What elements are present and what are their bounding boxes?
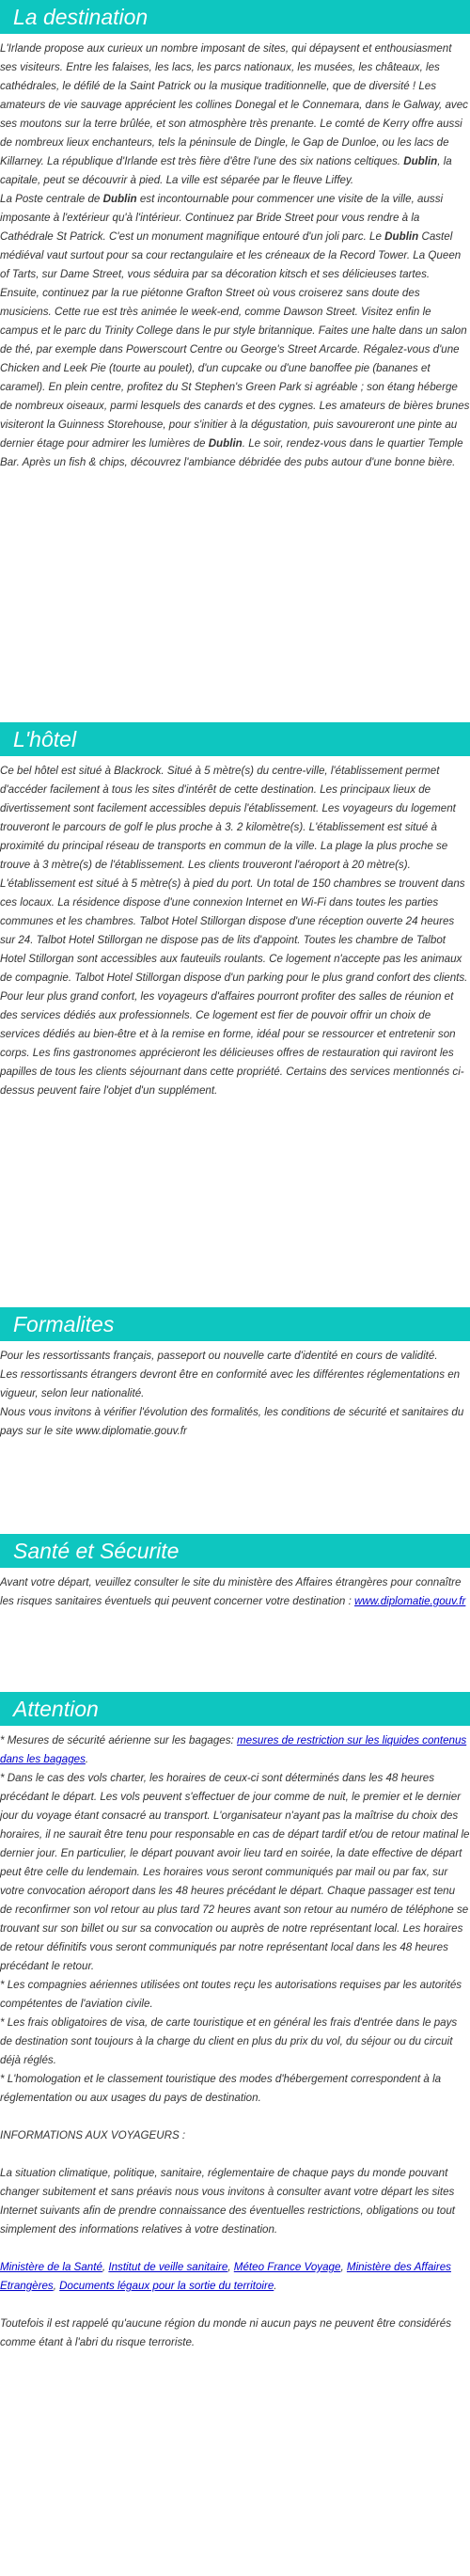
spacer: [0, 2296, 470, 2315]
destination-paragraph-1: L'Irlande propose aux curieux un nombre imposant de sites, qui dépaysent et enthousiasment ses visiteurs. Entre les falaises, les lacs, les parcs nationaux, les musées, les châteaux, les cathédrales, le défilé de la Saint Patrick ou la musique traditionnelle, que de diversité ! Les amateurs de vie sauvage apprécient les collines Donegal et le Connemara, dans le Galway, avec ses moutons sur la terre brûlée, et son atmosphère très prenante. Le comté de Kerry offre aussi de nombreux lieux enchanteurs, tels la péninsule de Dingle, le Gap de Dunloe, ou les lacs de Killarney. La république d'Irlande est très fière d'être l'une des six nations celtiques. Dublin, la capitale, peut se découvrir à pied. La ville est séparée par le fleuve Liffey.: [0, 42, 468, 186]
attention-security: * Mesures de sécurité aérienne sur les bagages: mesures de restriction sur les liquides contenus dans les bagages.: [0, 1734, 467, 1765]
hotel-section: [0, 722, 470, 1100]
formalites-section: [0, 1307, 470, 1441]
destination-paragraph-2: La Poste centrale de Dublin est incontournable pour commencer une visite de la ville, aussi imposante à l'extérieur qu'à l'intérieur. Continuez par Bride Street pour vous rendre à la Cathédrale St Patrick. C'est un monument magnifique entouré d'un joli parc. Le Dublin Castel médiéval vaut surtout pour sa cour rectangulaire et les créneaux de la Record Tower. La Queen of Tarts, sur Dame Street, vous séduira par sa décoration kitsch et ses délicieuses tartes. Ensuite, continuez par la rue piétonne Grafton Street où vous croiserez sans doute des musiciens. Cette rue est très animée le week-end, comme Dawson Street. Visitez enfin le campus et le parc du Trinity College dans le pur style britannique. Faites une halte dans un salon de thé, par exemple dans Powerscourt Centre ou George's Street Arcarde. Régalez-vous d'une Chicken and Leek Pie (tourte au poulet), d'un cupcake ou d'une banoffee pie (bananes et caramel). En plein centre, profitez du St Stephen's Green Park si agréable ; son étang héberge de nombreux oiseaux, parmi lesquels des canards et des cygnes. Les amateurs de bières brunes visiteront la Guinness Storehouse, pour s'initier à la dégustation, puis savoureront une pinte au dernier étage pour admirer les lumières de Dublin. Le soir, rendez-vous dans le quartier Temple Bar. Après un fish & chips, découvrez l'ambiance débridée des pubs autour d'une bonne bière.: [0, 193, 470, 468]
destination-title: La destination: [0, 0, 470, 34]
attention-title: Attention: [0, 1692, 470, 1726]
sante-text: Avant votre départ, veuillez consulter le site du ministère des Affaires étrangères pour connaître les risques sanitaires éventuels qui peuvent concerner votre destination : www.diplomatie.gouv.fr: [0, 1576, 466, 1607]
formalites-line-3: Nous vous invitons à vérifier l'évolution des formalités, les conditions de sécurité et sanitaires du pays sur le site www.diplomatie.gouv.fr: [0, 1406, 464, 1437]
destination-body: [0, 34, 470, 472]
affaires-etrangeres-link[interactable]: Ministère des Affaires Etrangères: [0, 2261, 451, 2292]
spacer: [0, 2145, 470, 2164]
destination-section: [0, 0, 470, 472]
formalites-line-2: Les ressortissants étrangers devront être en conformité avec les différentes réglementations en vigueur, selon leur nationalité.: [0, 1368, 461, 1399]
spacer: [0, 2108, 470, 2126]
veille-sanitaire-link[interactable]: Institut de veille sanitaire: [108, 2261, 228, 2273]
attention-airlines: * Les compagnies aériennes utilisées ont toutes reçu les autorisations requises par les autorités compétentes de l'aviation civile.: [0, 1979, 462, 2010]
info-links: Ministère de la Santé, Institut de veille sanitaire, Méteo France Voyage, Ministère des Affaires Etrangères, Documents légaux pour la sortie du territoire.: [0, 2261, 451, 2292]
attention-visa: * Les frais obligatoires de visa, de carte touristique et en général les frais d'entrée dans le pays de destination sont toujours à la charge du client en plus du prix du vol, du séjour ou du circuit déjà réglés.: [0, 2016, 458, 2066]
ministere-sante-link[interactable]: Ministère de la Santé: [0, 2261, 102, 2273]
sante-title: Santé et Sécurite: [0, 1534, 470, 1568]
attention-homologation: * L'homologation et le classement touristique des modes d'hébergement correspondent à la réglementation ou aux usages du pays de destination.: [0, 2073, 442, 2104]
attention-charter: * Dans le cas des vols charter, les horaires de ceux-ci sont déterminés dans les 48 heures précédant le départ. Les vols peuvent s'effectuer de jour comme de nuit, le premier et le dernier jour du voyage étant consacré au transport. L'organisateur n'ayant pas la maîtrise du choix des horaires, il ne saurait être tenu pour responsable en cas de départ tardif et/ou de retour matinal le dernier jour. En particulier, le départ pouvant avoir lieu tard en soirée, la date effective de départ peut être celle du lendemain. Les horaires vous seront communiqués par mail ou par fax, sur votre convocation aéroport dans les 48 heures précédant le départ. Chaque passager est tenu de reconfirmer son vol retour au plus tard 72 heures avant son retour au numéro de téléphone se trouvant sur son billet ou sur sa convocation ou auprès de notre représentant local. Les horaires de retour définitifs vous seront communiqués par notre représentant local dans les 48 heures précédant le retour.: [0, 1772, 470, 1972]
documents-legaux-link[interactable]: Documents légaux pour la sortie du territoire: [59, 2280, 274, 2292]
hotel-description: Ce bel hôtel est situé à Blackrock. Situé à 5 mètre(s) du centre-ville, l'établissement permet d'accéder facilement à tous les sites d'intérêt de cette destination. Les principaux lieux de divertissement sont facilement accessibles depuis l'établissement. Les voyageurs du logement trouveront le parcours de golf le plus proche à 3. 2 kilomètre(s). L'établissement est situé à proximité du principal réseau de transports en commun de la ville. La plage la plus proche se trouve à 3 mètre(s) de l'établissement. Les clients trouveront l'aéroport à 20 mètre(s). L'établissement est situé à 5 mètre(s) à pied du port. Un total de 150 chambres se trouvent dans ces locaux. La résidence dispose d'une connexion Internet en Wi-Fi dans toutes les parties communes et les chambres. Talbot Hotel Stillorgan dispose d'une réception ouverte 24 heures sur 24. Talbot Hotel Stillorgan ne dispose pas de lits d'appoint. Toutes les chambre de Talbot Hotel Stillorgan sont accessibles aux fauteuils roulants. Ce logement n'accepte pas les animaux de compagnie. Talbot Hotel Stillorgan dispose d'un parking pour le plus grand confort des clients. Pour leur plus grand confort, les voyageurs d'affaires pourront profiter des salles de réunion et des services dédiés aux professionnels. Ce logement est fier de pouvoir offrir un choix de services dédiés au bien-être et à la remise en forme, idéal pour se ressourcer et entretenir son corps. Les fins gastronomes apprécieront les délicieuses offres de restauration qui raviront les papilles de tous les clients séjournant dans cette propriété. Certains des services mentionnés ci-dessus peuvent faire l'objet d'un supplément.: [0, 765, 468, 1097]
formalites-line-1: Pour les ressortissants français, passeport ou nouvelle carte d'identité en cours de validité.: [0, 1350, 438, 1362]
diplomatie-link[interactable]: www.diplomatie.gouv.fr: [354, 1595, 466, 1607]
info-text: La situation climatique, politique, sanitaire, réglementaire de chaque pays du monde pouvant changer subitement et sans préavis nous vous invitons à consulter avant votre départ les sites Internet suivants afin de prendre connaissance des éventuelles restrictions, obligations ou tout simplement des informations relatives à votre destination.: [0, 2167, 456, 2236]
sante-section: [0, 1534, 470, 1611]
formalites-body: [0, 1341, 470, 1441]
spacer: [0, 2239, 470, 2258]
attention-body: [0, 1726, 470, 2352]
meteo-france-link[interactable]: Méteo France Voyage: [233, 2261, 341, 2273]
terrorism-notice: Toutefois il est rappelé qu'aucune région du monde ni aucun pays ne peuvent être considérés comme étant à l'abri du risque terroriste.: [0, 2317, 452, 2348]
hotel-body: [0, 756, 470, 1100]
info-heading: INFORMATIONS AUX VOYAGEURS :: [0, 2129, 186, 2141]
hotel-title: L'hôtel: [0, 722, 470, 756]
liquids-restriction-link[interactable]: mesures de restriction sur les liquides contenus dans les bagages: [0, 1734, 467, 1765]
sante-body: [0, 1568, 470, 1611]
formalites-title: Formalites: [0, 1307, 470, 1341]
attention-section: [0, 1692, 470, 2352]
